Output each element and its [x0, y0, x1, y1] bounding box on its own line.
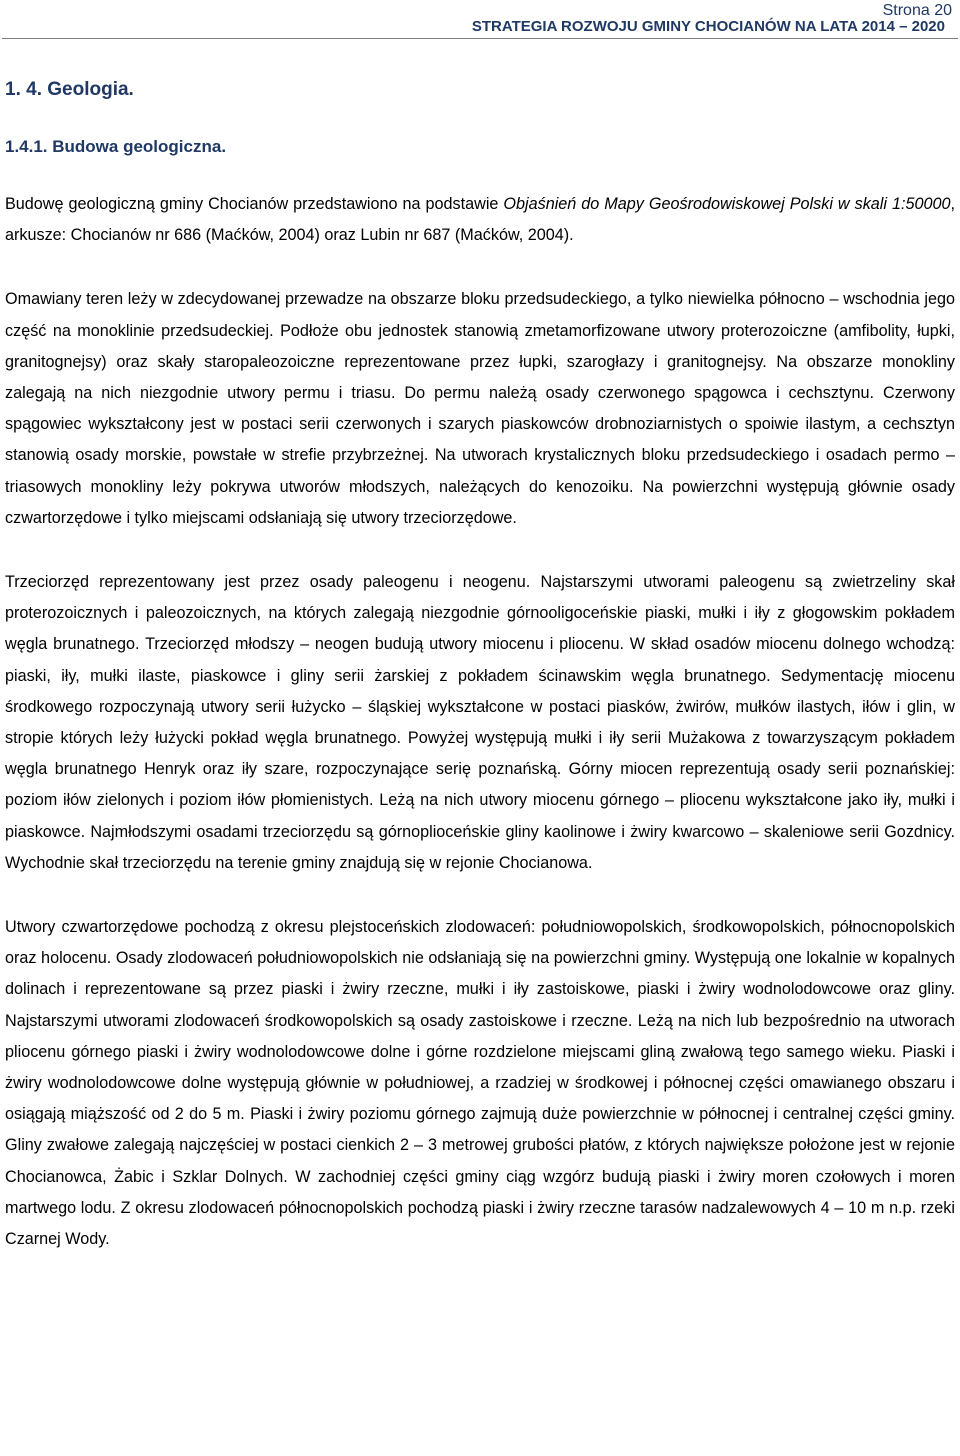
paragraph-quaternary: Utwory czwartorzędowe pochodzą z okresu plejstoceńskich zlodowaceń: południowopolskich, środkowopolskich, północnopolskich oraz holocenu. Osady zlodowaceń południowopolskich nie odsłaniają się na powierzchni gminy. Występują one lokalnie w kopalnych dolinach i reprezentowane są przez piaski i żwiry rzeczne, mułki i iły zastoiskowe, piaski i żwiry wodnolodowcowe oraz gliny. Najstarszymi utworami zlodowaceń środkowopolskich są osady zastoiskowe i rzeczne. Leżą na nich lub bezpośrednio na utworach pliocenu górnego piaski i żwiry wodnolodowcowe dolne i górne rozdzielone miejscami gliną zwałową tego samego wieku. Piaski i żwiry wodnolodowcowe dolne występują głównie w południowej, a rzadziej w środkowej i północnej części omawianego obszaru i osiągają miąższość od 2 do 5 m. Piaski i żwiry poziomu górnego zajmują duże powierzchnie w północnej i centralnej części gminy. Gliny zwałowe zalegają najczęściej w postaci cienkich 2 – 3 metrowej grubości płatów, z których największe położone jest w rejonie Chocianowca, Żabic i Szklar Dolnych. W zachodniej części gminy ciąg wzgórz budują piaski i żwiry moren czołowych i moren martwego lodu. Z okresu zlodowaceń północnopolskich pochodzą piaski i żwiry rzeczne tarasów nadzalewowych 4 – 10 m n.p. rzeki Czarnej Wody.: [5, 918, 955, 1249]
paragraph-intro: [5, 189, 955, 251]
running-header: STRATEGIA ROZWOJU GMINY CHOCIANÓW NA LATA 2014 – 2020: [471, 18, 945, 35]
section-heading: 1. 4. Geologia.: [5, 79, 134, 100]
subsection-heading: 1.4.1. Budowa geologiczna.: [5, 137, 227, 156]
document-body: [5, 78, 955, 1255]
paragraph-tertiary: Trzeciorzęd reprezentowany jest przez osady paleogenu i neogenu. Najstarszymi utworami paleogenu są zwietrzeliny skał proterozoicznych i paleozoicznych, na których zalegają niezgodnie górnooligoceńskie piaski, mułki i iły z głogowskim pokładem węgla brunatnego. Trzeciorzęd młodszy – neogen budują utwory miocenu i pliocenu. W skład osadów miocenu dolnego wchodzą: piaski, iły, mułki ilaste, piaskowce i gliny serii żarskiej z pokładem ścinawskim węgla brunatnego. Sedymentację miocenu środkowego rozpoczynają utwory serii łużycko – śląskiej wykształcone w postaci piasków, żwirów, mułków ilastych, iłów i glin, w stropie których leży łużycki pokład węgla brunatnego. Powyżej występują mułki i iły serii Mużakowa z towarzyszącym pokładem węgla brunatnego Henryk oraz iły szare, rozpoczynające serię poznańską. Górny miocen reprezentują osady serii poznańskiej: poziom iłów zielonych i poziom iłów płomienistych. Leżą na nich utwory miocenu górnego – pliocenu wykształcone jako iły, mułki i piaskowce. Najmłodszymi osadami trzeciorzędu są górnoplioceńskie gliny kaolinowe i żwiry kwarcowo – skaleniowe serii Gozdnicy. Wychodnie skał trzeciorzędu na terenie gminy znajdują się w rejonie Chocianowa.: [5, 573, 955, 872]
paragraph-intro-text-end: , arkusze: Chocianów nr 686 (Maćków, 2004) oraz Lubin nr 687 (Maćków, 2004).: [5, 195, 955, 245]
header-divider: [2, 38, 958, 39]
paragraph-intro-text-start: Budowę geologiczną gminy Chocianów przedstawiono na podstawie: [5, 195, 504, 213]
source-title: Objaśnień do Mapy Geośrodowiskowej Polski w skali 1:50000: [503, 195, 951, 213]
page-number: Strona 20: [882, 2, 952, 19]
paragraph-bedrock: Omawiany teren leży w zdecydowanej przewadze na obszarze bloku przedsudeckiego, a tylko niewielka północno – wschodnia jego część na monoklinie przedsudeckiej. Podłoże obu jednostek stanowią zmetamorfizowane utwory proterozoiczne (amfibolity, łupki, granitognejsy) oraz skały staropaleozoiczne reprezentowane przez łupki, szarogłazy i granitognejsy. Na obszarze monokliny zalegają na nich niezgodnie utwory permu i triasu. Do permu należą osady czerwonego spągowca i cechsztynu. Czerwony spągowiec wykształcony jest w postaci serii czerwonych i szarych piaskowców drobnoziarnistych o spoiwie ilastym, a cechsztyn stanowią osady morskie, powstałe w strefie przybrzeżnej. Na utworach krystalicznych bloku przedsudeckiego i osadach permo – triasowych monokliny leży pokrywa utworów młodszych, należących do kenozoiku. Na powierzchni występują głównie osady czwartorzędowe i tylko miejscami odsłaniają się utwory trzeciorzędowe.: [5, 290, 955, 527]
